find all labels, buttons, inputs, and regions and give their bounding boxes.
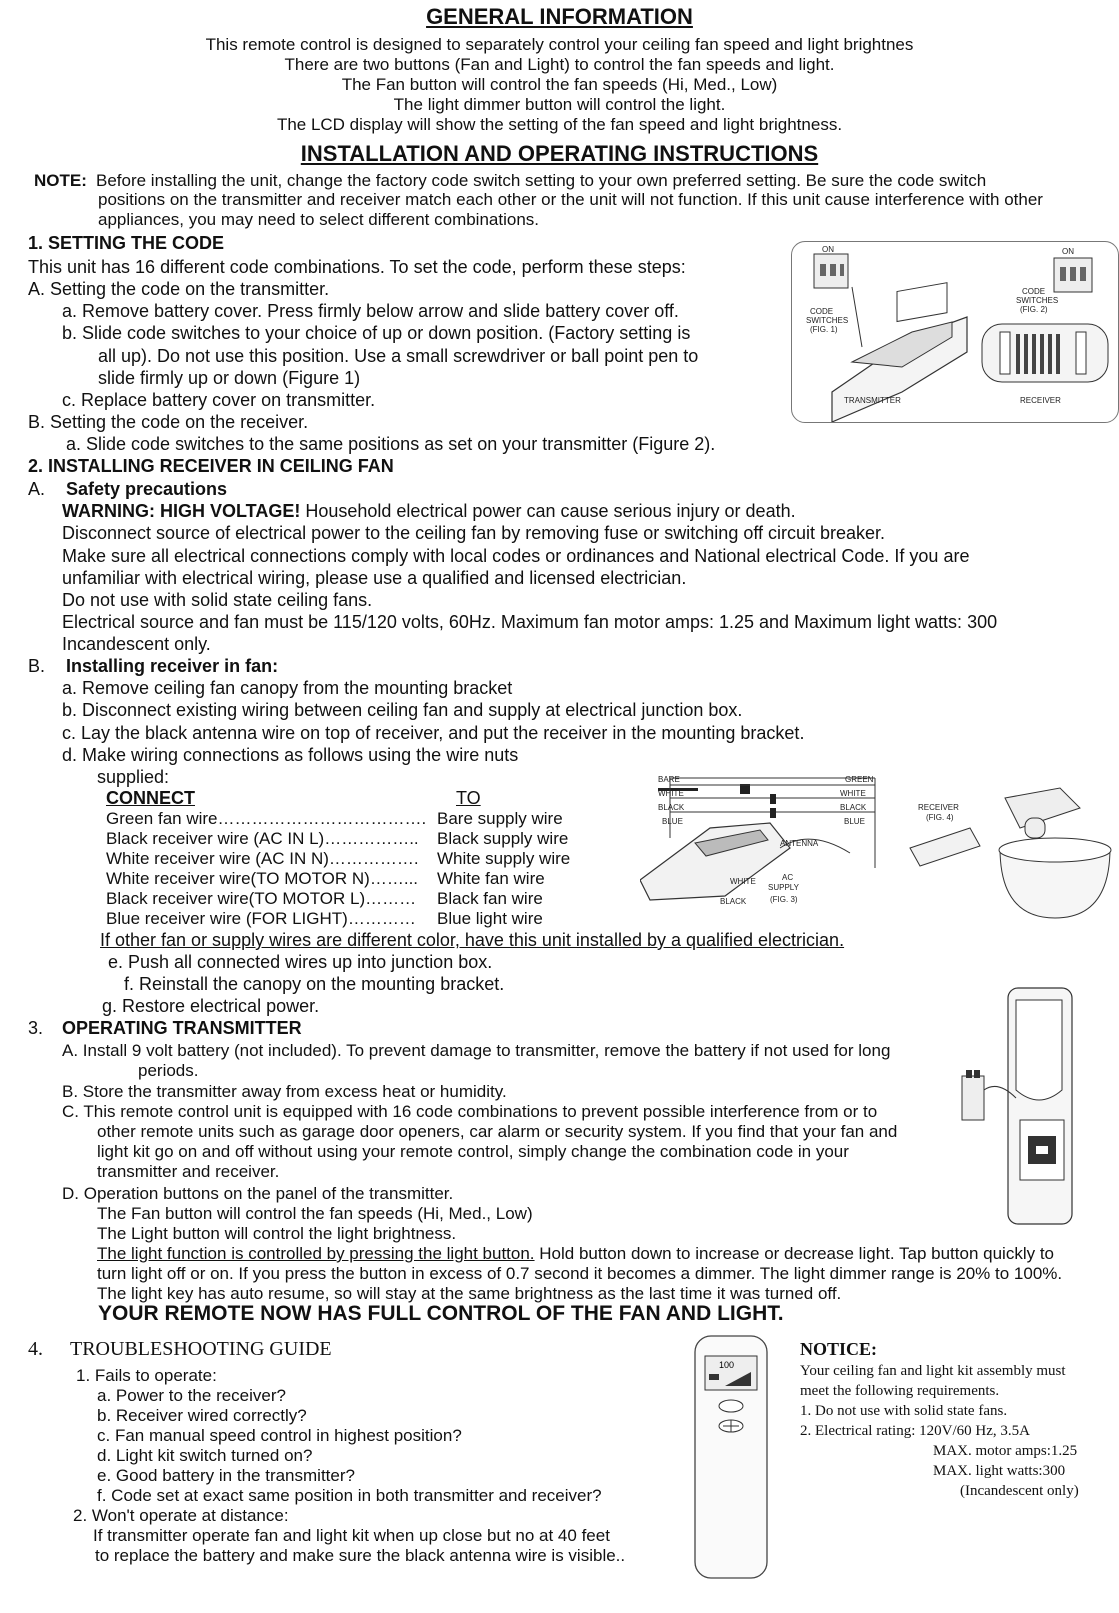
wiring-diagram [640, 768, 1119, 936]
s2-line: Do not use with solid state ceiling fans. [62, 590, 373, 610]
to-header: TO [456, 788, 481, 808]
s2-b-line: a. Remove ceiling fan canopy from the mounting bracket [62, 678, 513, 698]
ac-label: AC [782, 873, 794, 882]
notice-line: Your ceiling fan and light kit assembly must [800, 1363, 1066, 1379]
s4-line: to replace the battery and make sure the black antenna wire is visible.. [95, 1546, 626, 1565]
light-function-underlined: The light function is controlled by pressing the light button. [97, 1244, 535, 1263]
s1-line: c. Replace battery cover on transmitter. [62, 390, 376, 410]
code-switch-figure [791, 241, 1119, 423]
s4-line: If transmitter operate fan and light kit when up close but no at 40 feet [93, 1526, 610, 1545]
on-label-right: ON [1062, 247, 1074, 256]
black-label: BLACK [658, 803, 685, 812]
s1-line: a. Slide code switches to the same positions as set on your transmitter (Figure 2). [66, 434, 716, 454]
general-line: The LCD display will show the setting of the fan speed and light brightness. [276, 115, 843, 134]
s1-line: B. Setting the code on the receiver. [28, 412, 309, 432]
s3-c-line: other remote units such as garage door openers, car alarm or security system. If you find that your fan and [97, 1122, 898, 1141]
supply-label: SUPPLY [768, 883, 799, 892]
note-line: positions on the transmitter and receiver match each other or the unit will not function. If this unit cause interference with other [98, 190, 1043, 209]
code-switches-label: SWITCHES [1016, 296, 1059, 305]
s3-d-line: D. Operation buttons on the panel of the transmitter. [62, 1184, 454, 1203]
receiver-fig4-label: RECEIVER [918, 803, 959, 812]
connect-header: CONNECT [106, 788, 195, 808]
s3-light-line: The light key has auto resume, so will stay at the same brightness as the last time it was turned off. [97, 1284, 842, 1303]
note-line: appliances, you may need to select different combinations. [98, 210, 540, 229]
s4-line: c. Fan manual speed control in highest position? [97, 1426, 462, 1445]
full-control-banner: YOUR REMOTE NOW HAS FULL CONTROL OF THE FAN AND LIGHT. [98, 1302, 784, 1325]
note-label: NOTE: [34, 171, 87, 190]
s3-c-line: light kit go on and off without using your remote control, simply change the combination code in your [97, 1142, 849, 1161]
light-function-rest: Hold button down to increase or decrease light. Tap button quickly to [534, 1244, 1054, 1263]
s2-line: Incandescent only. [62, 634, 211, 654]
s1-line: slide firmly up or down (Figure 1) [98, 368, 361, 388]
general-line: There are two buttons (Fan and Light) to control the fan speeds and light. [284, 55, 835, 74]
s1-line: a. Remove battery cover. Press firmly below arrow and slide battery cover off. [62, 301, 679, 321]
section-4-heading: TROUBLESHOOTING GUIDE [70, 1338, 332, 1360]
s3-c-line: transmitter and receiver. [97, 1162, 280, 1181]
s2-a-label: A. [28, 479, 46, 499]
s3-c-line: C. This remote control unit is equipped with 16 code combinations to prevent possible interference from or to [62, 1102, 878, 1121]
battery-install-illustration [958, 980, 1088, 1232]
antenna-label: ANTENNA [780, 839, 819, 848]
black-label: BLACK [840, 803, 867, 812]
warning-rest: Household electrical power can cause serious injury or death. [300, 501, 796, 521]
wiring-from: White receiver wire(TO MOTOR N)……... [106, 869, 419, 888]
wiring-to: Black supply wire [437, 829, 569, 848]
white-supply-label: WHITE [730, 877, 756, 886]
s2-b-line: c. Lay the black antenna wire on top of receiver, and put the receiver in the mounting bracket. [62, 723, 805, 743]
s2-b-line: d. Make wiring connections as follows using the wire nuts [62, 745, 519, 765]
s3-a-line: periods. [138, 1061, 199, 1080]
fig-1-label: (FIG. 1) [810, 325, 838, 334]
s2-line: unfamiliar with electrical wiring, please use a qualified and licensed electrician. [62, 568, 687, 588]
s4-line: e. Good battery in the transmitter? [97, 1466, 355, 1485]
green-label: GREEN [845, 775, 874, 784]
wiring-to: Black fan wire [437, 889, 543, 908]
wiring-to: White fan wire [437, 869, 545, 888]
max-light: MAX. light watts:300 [933, 1463, 1066, 1479]
remote-control-illustration [693, 1334, 769, 1584]
s2-b-label: B. [28, 656, 46, 676]
s2-line: Make sure all electrical connections comply with local codes or ordinances and National electrical Code. If you are [62, 546, 970, 566]
s2-f: f. Reinstall the canopy on the mounting bracket. [124, 974, 505, 994]
note-line: Before installing the unit, change the factory code switch setting to your own preferred setting. Be sure the code switch [96, 171, 987, 190]
code-switches-label: CODE [810, 307, 834, 316]
remote-lcd-value: 100 [719, 1360, 735, 1370]
general-title: GENERAL INFORMATION [426, 4, 693, 29]
wiring-from: Black receiver wire (AC IN L)…………….. [106, 829, 419, 848]
s1-line: b. Slide code switches to your choice of up or down position. (Factory setting is [62, 323, 691, 343]
wiring-from: White receiver wire (AC IN N)……………. [106, 849, 419, 868]
section-4-num: 4. [28, 1338, 43, 1360]
transmitter-receiver-illustration [792, 242, 1118, 422]
s2-g: g. Restore electrical power. [102, 996, 320, 1016]
s4-line: a. Power to the receiver? [97, 1386, 286, 1405]
on-label-left: ON [822, 245, 834, 254]
s1-line: This unit has 16 different code combinations. To set the code, perform these steps: [28, 257, 686, 277]
incandescent-only: (Incandescent only) [960, 1483, 1079, 1499]
code-switches-label: CODE [1022, 287, 1046, 296]
notice-line: meet the following requirements. [800, 1383, 1000, 1399]
general-line: This remote control is designed to separately control your ceiling fan speed and light brightnes [205, 35, 914, 54]
general-line: The Fan button will control the fan speeds (Hi, Med., Low) [341, 75, 778, 94]
black-supply-label: BLACK [720, 897, 747, 906]
s2-b-line: b. Disconnect existing wiring between ceiling fan and supply at electrical junction box. [62, 700, 743, 720]
s2-b-title: Installing receiver in fan: [66, 656, 279, 676]
receiver-label: RECEIVER [1020, 396, 1061, 405]
s3-d-line: The Fan button will control the fan speeds (Hi, Med., Low) [97, 1204, 533, 1223]
fig-4-label: (FIG. 4) [926, 813, 954, 822]
wiring-to: Bare supply wire [437, 809, 563, 828]
warning-bold: WARNING: HIGH VOLTAGE! [62, 501, 301, 521]
section-3-heading: OPERATING TRANSMITTER [62, 1018, 302, 1038]
section-3-num: 3. [28, 1018, 44, 1038]
wiring-to: Blue light wire [437, 909, 543, 928]
notice-line: 1. Do not use with solid state fans. [800, 1403, 1008, 1419]
install-title: INSTALLATION AND OPERATING INSTRUCTIONS [300, 141, 819, 166]
wiring-to: White supply wire [437, 849, 571, 868]
s3-d-line: The Light button will control the light brightness. [97, 1224, 457, 1243]
section-2-heading: 2. INSTALLING RECEIVER IN CEILING FAN [28, 456, 394, 476]
warning-line [62, 500, 796, 522]
general-line: The light dimmer button will control the light. [393, 95, 726, 114]
blue-label: BLUE [844, 817, 865, 826]
bare-label: BARE [658, 775, 680, 784]
color-note: If other fan or supply wires are different color, have this unit installed by a qualified electrician. [100, 930, 845, 950]
white-label: WHITE [658, 789, 684, 798]
s2-a-title: Safety precautions [66, 479, 228, 499]
s1-line: all up). Do not use this position. Use a small screwdriver or ball point pen to [98, 346, 699, 366]
wiring-from: Blue receiver wire (FOR LIGHT)………… [106, 909, 416, 928]
s2-line: Electrical source and fan must be 115/120 volts, 60Hz. Maximum fan motor amps: 1.25 and Maximum light watts: 300 [62, 612, 998, 632]
light-function-line [97, 1244, 1054, 1264]
section-1-heading: 1. SETTING THE CODE [28, 233, 225, 253]
s4-line: 2. Won't operate at distance: [73, 1506, 289, 1525]
s1-line: A. Setting the code on the transmitter. [28, 279, 330, 299]
s4-line: 1. Fails to operate: [76, 1366, 217, 1385]
s4-line: b. Receiver wired correctly? [97, 1406, 307, 1425]
notice-title: NOTICE: [800, 1339, 878, 1359]
notice-line: 2. Electrical rating: 120V/60 Hz, 3.5A [800, 1423, 1030, 1439]
wiring-from: Green fan wire………………………………. [106, 809, 427, 828]
wiring-from: Black receiver wire(TO MOTOR L)……… [106, 889, 417, 908]
s4-line: d. Light kit switch turned on? [97, 1446, 313, 1465]
blue-label: BLUE [662, 817, 683, 826]
s3-a-line: A. Install 9 volt battery (not included). To prevent damage to transmitter, remove the battery if not used for long [62, 1041, 891, 1060]
s3-light-line: turn light off or on. If you press the button in excess of 0.7 second it becomes a dimmer. The light dimmer range is 20% to 100%. [97, 1264, 1063, 1283]
s2-e: e. Push all connected wires up into junction box. [108, 952, 493, 972]
s3-b: B. Store the transmitter away from excess heat or humidity. [62, 1082, 507, 1101]
transmitter-label: TRANSMITTER [844, 396, 901, 405]
s2-b-line: supplied: [97, 767, 170, 787]
code-switches-label: SWITCHES [806, 316, 849, 325]
s2-line: Disconnect source of electrical power to the ceiling fan by removing fuse or switching off circuit breaker. [62, 523, 886, 543]
white-label: WHITE [840, 789, 866, 798]
fig-2-label: (FIG. 2) [1020, 305, 1048, 314]
s4-line: f. Code set at exact same position in both transmitter and receiver? [97, 1486, 602, 1505]
fig-3-label: (FIG. 3) [770, 895, 798, 904]
max-motor: MAX. motor amps:1.25 [933, 1443, 1078, 1459]
